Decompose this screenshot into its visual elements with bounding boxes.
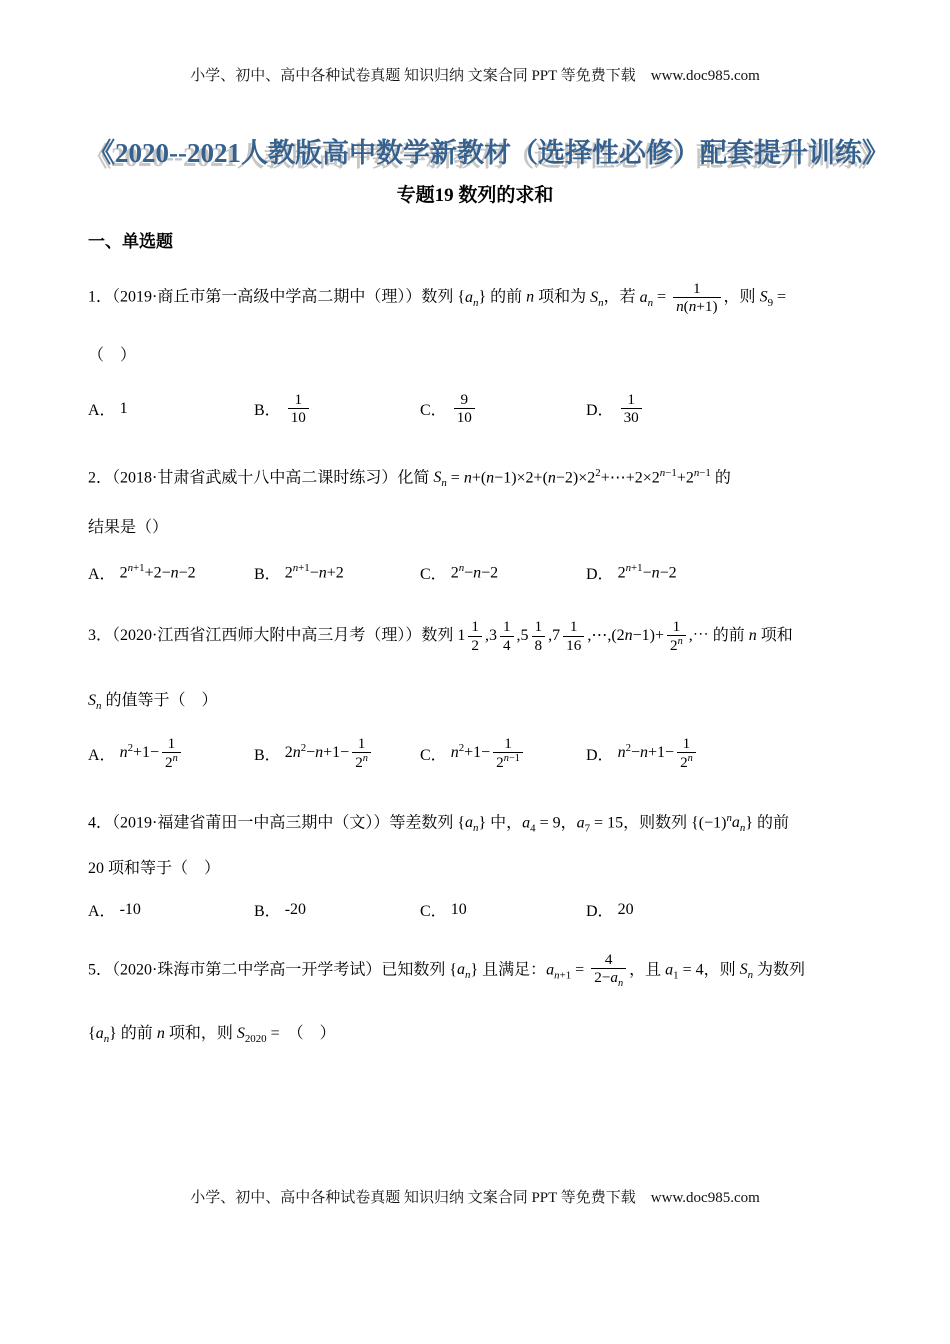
question-3-option-b [254, 735, 420, 772]
option-label: B． [254, 565, 281, 583]
option-value: $\frac{1}{30}$ [618, 391, 645, 427]
question-2-option-d [586, 561, 677, 584]
question-4-text: 4．（2019·福建省莆田一中高三期中（文））等差数列 $\{a_n\}$ 中，$a_4 = 9$，$a_7 = 15$，则数列 $\{(-1)^na_n\}$ 的前 [88, 811, 789, 835]
option-label: C． [420, 402, 447, 420]
option-label: D． [586, 903, 614, 921]
option-value: $2^n-n-2$ [450, 562, 499, 582]
question-4-option-a [88, 898, 254, 921]
question-3-option-a [88, 735, 254, 772]
question-4 [88, 810, 862, 921]
question-4-option-c [420, 898, 586, 921]
question-1-option-a [88, 397, 254, 420]
option-value: $2^{n+1}-n-2$ [617, 562, 677, 582]
option-label: C． [420, 565, 447, 583]
question-4-text-line2: 20 项和等于（ ） [88, 860, 221, 878]
question-2-text-line2: 结果是（） [88, 519, 169, 537]
option-label: B． [254, 402, 281, 420]
question-2-option-a [88, 561, 254, 584]
option-label: B． [254, 746, 281, 764]
option-value: 1 [119, 399, 128, 417]
page-header: 小学、初中、高中各种试卷真题 知识归纳 文案合同 PPT 等免费下载 www.doc985.com [190, 68, 760, 84]
option-label: C． [420, 746, 447, 764]
option-label: C． [420, 903, 447, 921]
question-5 [88, 951, 862, 1048]
option-value: 20 [617, 900, 634, 918]
option-label: B． [254, 903, 281, 921]
option-label: A． [88, 903, 116, 921]
question-2-text: 2．（2018·甘肃省武威十八中高二课时练习）化简 $S_n$ = $n+(n-1)\times 2+(n-2)\times 2^2+\cdots+2\times 2^{n-1}+2^{n-1}$ 的 [88, 466, 731, 490]
document-subtitle: 专题19 数列的求和 [396, 185, 554, 206]
question-3-text: 3．（2020·江西省江西师大附中高三月考（理））数列 1 $\frac{1}{2}$ ,3 $\frac{1}{4}$ ,5 $\frac{1}{8}$ ,7 $\frac{1}{16}$ ,⋯,(2n−1)+ $\frac{1}{2^n}$ ,⋯ 的前 n 项和 [88, 617, 793, 655]
question-3-options [88, 735, 862, 772]
question-2-option-b [254, 561, 420, 584]
question-2-option-c [420, 561, 586, 584]
question-3 [88, 618, 862, 772]
option-value: $n^2-n+1-$ $\frac{1}{2^n}$ [618, 735, 699, 772]
question-1-option-b [254, 391, 420, 427]
question-2 [88, 465, 862, 584]
option-value: $2^{n+1}-n+2$ [284, 562, 344, 582]
option-value: 10 [450, 900, 467, 918]
option-value: $2^{n+1}+2-n-2$ [119, 562, 196, 582]
option-label: D． [586, 565, 614, 583]
question-1-option-c [420, 391, 586, 427]
question-5-text-line2: $\{a_n\}$ 的前 n 项和，则 $S_{2020}$ = （ ） [88, 1025, 336, 1046]
page-footer: 小学、初中、高中各种试卷真题 知识归纳 文案合同 PPT 等免费下载 www.doc985.com [190, 1190, 760, 1206]
option-label: D． [586, 402, 614, 420]
section-heading: 一、单选题 [88, 232, 173, 251]
option-label: A． [88, 746, 116, 764]
question-4-option-b [254, 898, 420, 921]
question-3-option-c [420, 735, 586, 772]
question-2-options [88, 561, 862, 584]
option-label: A． [88, 402, 116, 420]
question-1 [88, 280, 862, 427]
question-1-options [88, 391, 862, 427]
option-value: $2n^2-n+1-$ $\frac{1}{2^n}$ [285, 735, 374, 772]
question-5-text: 5．（2020·珠海市第二中学高一开学考试）已知数列 $\{a_n\}$ 且满足：$a_{n+1}$ = $\frac{4}{2-a_n}$ ，且 $a_1 = 4$，则 $S_n$ 为数列 [88, 951, 806, 990]
question-1-text: 1．（2019·商丘市第一高级中学高二期中（理））数列 $\{a_n\}$ 的前 n 项和为 $S_n$，若 $a_n$ = $\frac{1}{n(n+1)}$ ，则 $S_9$ = [88, 280, 787, 316]
question-1-answer-blank: （ ） [88, 346, 137, 364]
option-label: A． [88, 565, 116, 583]
question-4-option-d [586, 898, 634, 921]
option-value: -20 [284, 900, 307, 918]
document-title: 《2020--2021人教版高中数学新教材（选择性必修）配套提升训练》 [88, 138, 889, 168]
question-3-text-line2: $S_n$ 的值等于（ ） [88, 691, 218, 713]
option-value: -10 [119, 900, 141, 918]
question-1-option-d [586, 391, 645, 427]
option-value: $\frac{1}{10}$ [285, 391, 312, 427]
option-label: D． [586, 746, 614, 764]
option-value: $n^2+1-$ $\frac{1}{2^n}$ [120, 735, 184, 772]
question-3-option-d [586, 735, 699, 772]
question-4-options [88, 898, 862, 921]
option-value: $n^2+1-$ $\frac{1}{2^{n-1}}$ [451, 735, 526, 772]
option-value: $\frac{9}{10}$ [451, 391, 478, 427]
